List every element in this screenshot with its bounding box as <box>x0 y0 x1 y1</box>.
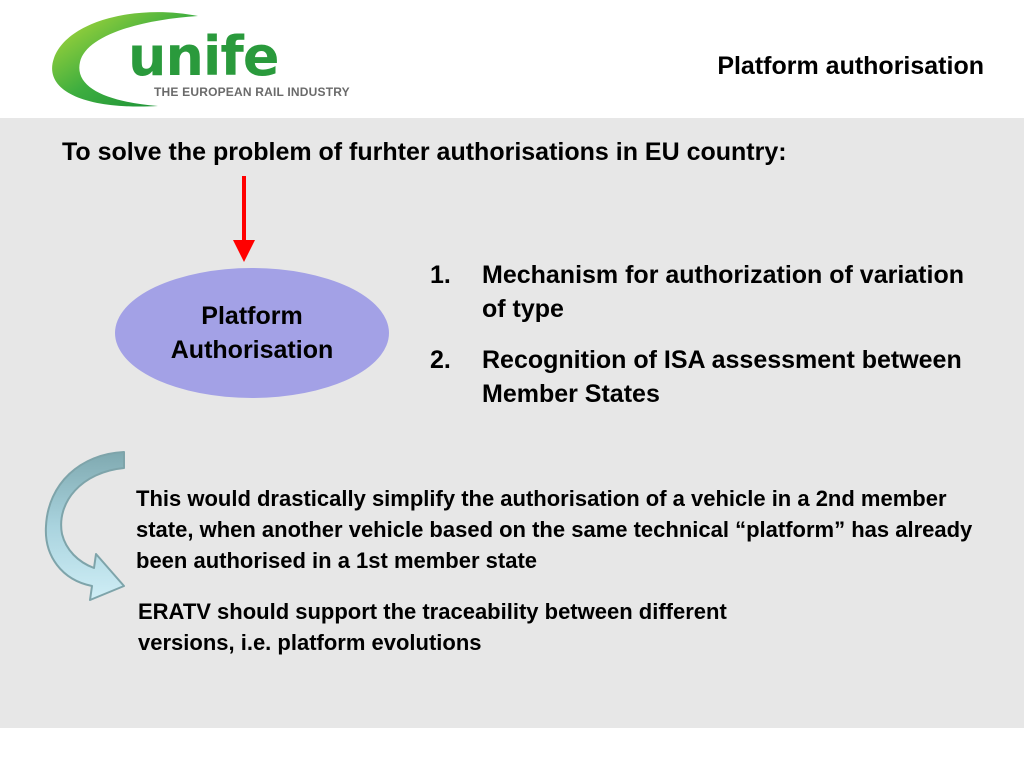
list-item <box>430 343 990 411</box>
list-item-number: 1. <box>430 261 451 289</box>
ellipse-label-line2: Authorisation <box>170 336 334 364</box>
unife-logo <box>48 10 358 110</box>
intro-heading: To solve the problem of furhter authorisations in EU country: <box>62 138 787 166</box>
list-item-text: Recognition of ISA assessment between Member States <box>482 346 962 408</box>
list-item-number: 2. <box>430 346 451 374</box>
curved-arrow-icon <box>42 450 132 605</box>
ellipse-label <box>115 268 389 398</box>
ellipse-label-line1: Platform <box>201 302 303 330</box>
logo-wordmark: unife <box>128 25 279 88</box>
slide-header <box>0 0 1024 118</box>
slide-footer <box>0 728 1024 768</box>
red-down-arrow-icon <box>232 176 256 264</box>
slide-content <box>0 118 1024 728</box>
simplification-paragraph: This would drastically simplify the authorisation of a vehicle in a 2nd member state, when another vehicle based on the same technical “platform” has already been authorised in a 1st member state <box>136 486 973 573</box>
platform-authorisation-ellipse <box>115 268 389 398</box>
logo-tagline: THE EUROPEAN RAIL INDUSTRY <box>154 85 350 99</box>
slide-title: Platform authorisation <box>717 52 984 80</box>
list-item-text: Mechanism for authorization of variation of type <box>482 261 964 323</box>
list-item <box>430 258 990 326</box>
mechanism-list <box>430 258 990 428</box>
eratv-paragraph: ERATV should support the traceability between different versions, i.e. platform evolutions <box>138 599 727 655</box>
